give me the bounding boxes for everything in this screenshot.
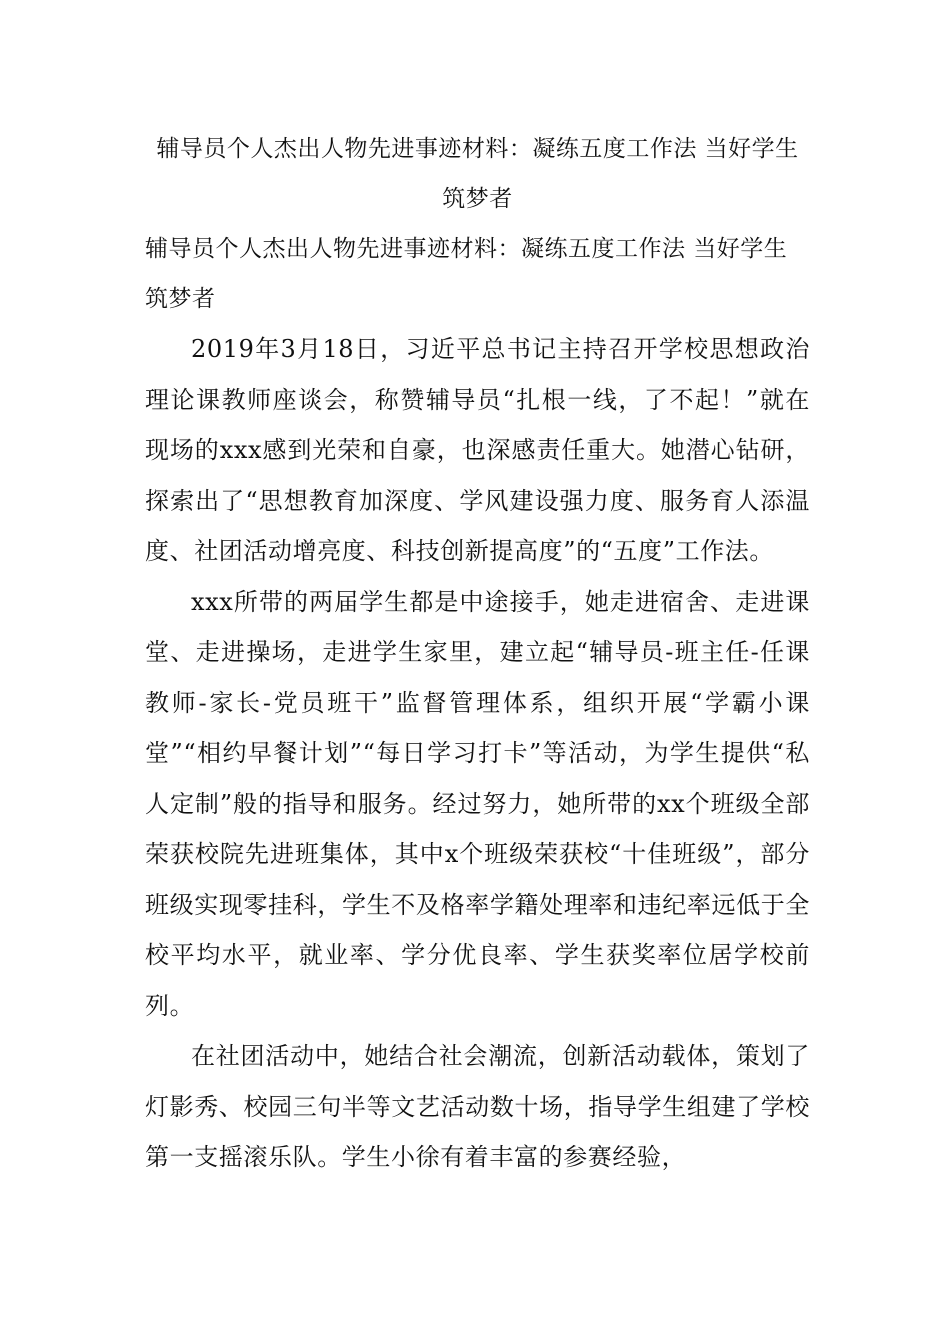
paragraph-3: 在社团活动中，她结合社会潮流，创新活动载体，策划了灯影秀、校园三句半等文艺活动数十场，指导学生组建了学校第一支摇滚乐队。学生小徐有着丰富的参赛经验，: [145, 1042, 810, 1171]
paragraph-1: 2019年3月18日，习近平总书记主持召开学校思想政治理论课教师座谈会，称赞辅导员“扎根一线，了不起！”就在现场的xxx感到光荣和自豪，也深感责任重大。她潜心钻研，探索出了“思想教育加深度、学风建设强力度、服务育人添温度、社团活动增亮度、科技创新提高度”的“五度”工作法。: [145, 335, 810, 565]
paragraph-2: xxx所带的两届学生都是中途接手，她走进宿舍、走进课堂、走进操场，走进学生家里，建立起“辅导员-班主任-任课教师-家长-党员班干”监督管理体系，组织开展“学霸小课堂”“相约早餐计划”“每日学习打卡”等活动，为学生提供“私人定制”般的指导和服务。经过努力，她所带的xx个班级全部荣获校院先进班集体，其中x个班级荣获校“十佳班级”，部分班级实现零挂科，学生不及格率学籍处理率和违纪率远低于全校平均水平，就业率、学分优良率、学生获奖率位居学校前列。: [145, 587, 810, 1020]
document-body: [145, 124, 810, 1183]
document-title: 辅导员个人杰出人物先进事迹材料：凝练五度工作法 当好学生筑梦者: [156, 136, 799, 212]
document-subheading: 辅导员个人杰出人物先进事迹材料：凝练五度工作法 当好学生筑梦者: [145, 236, 788, 312]
